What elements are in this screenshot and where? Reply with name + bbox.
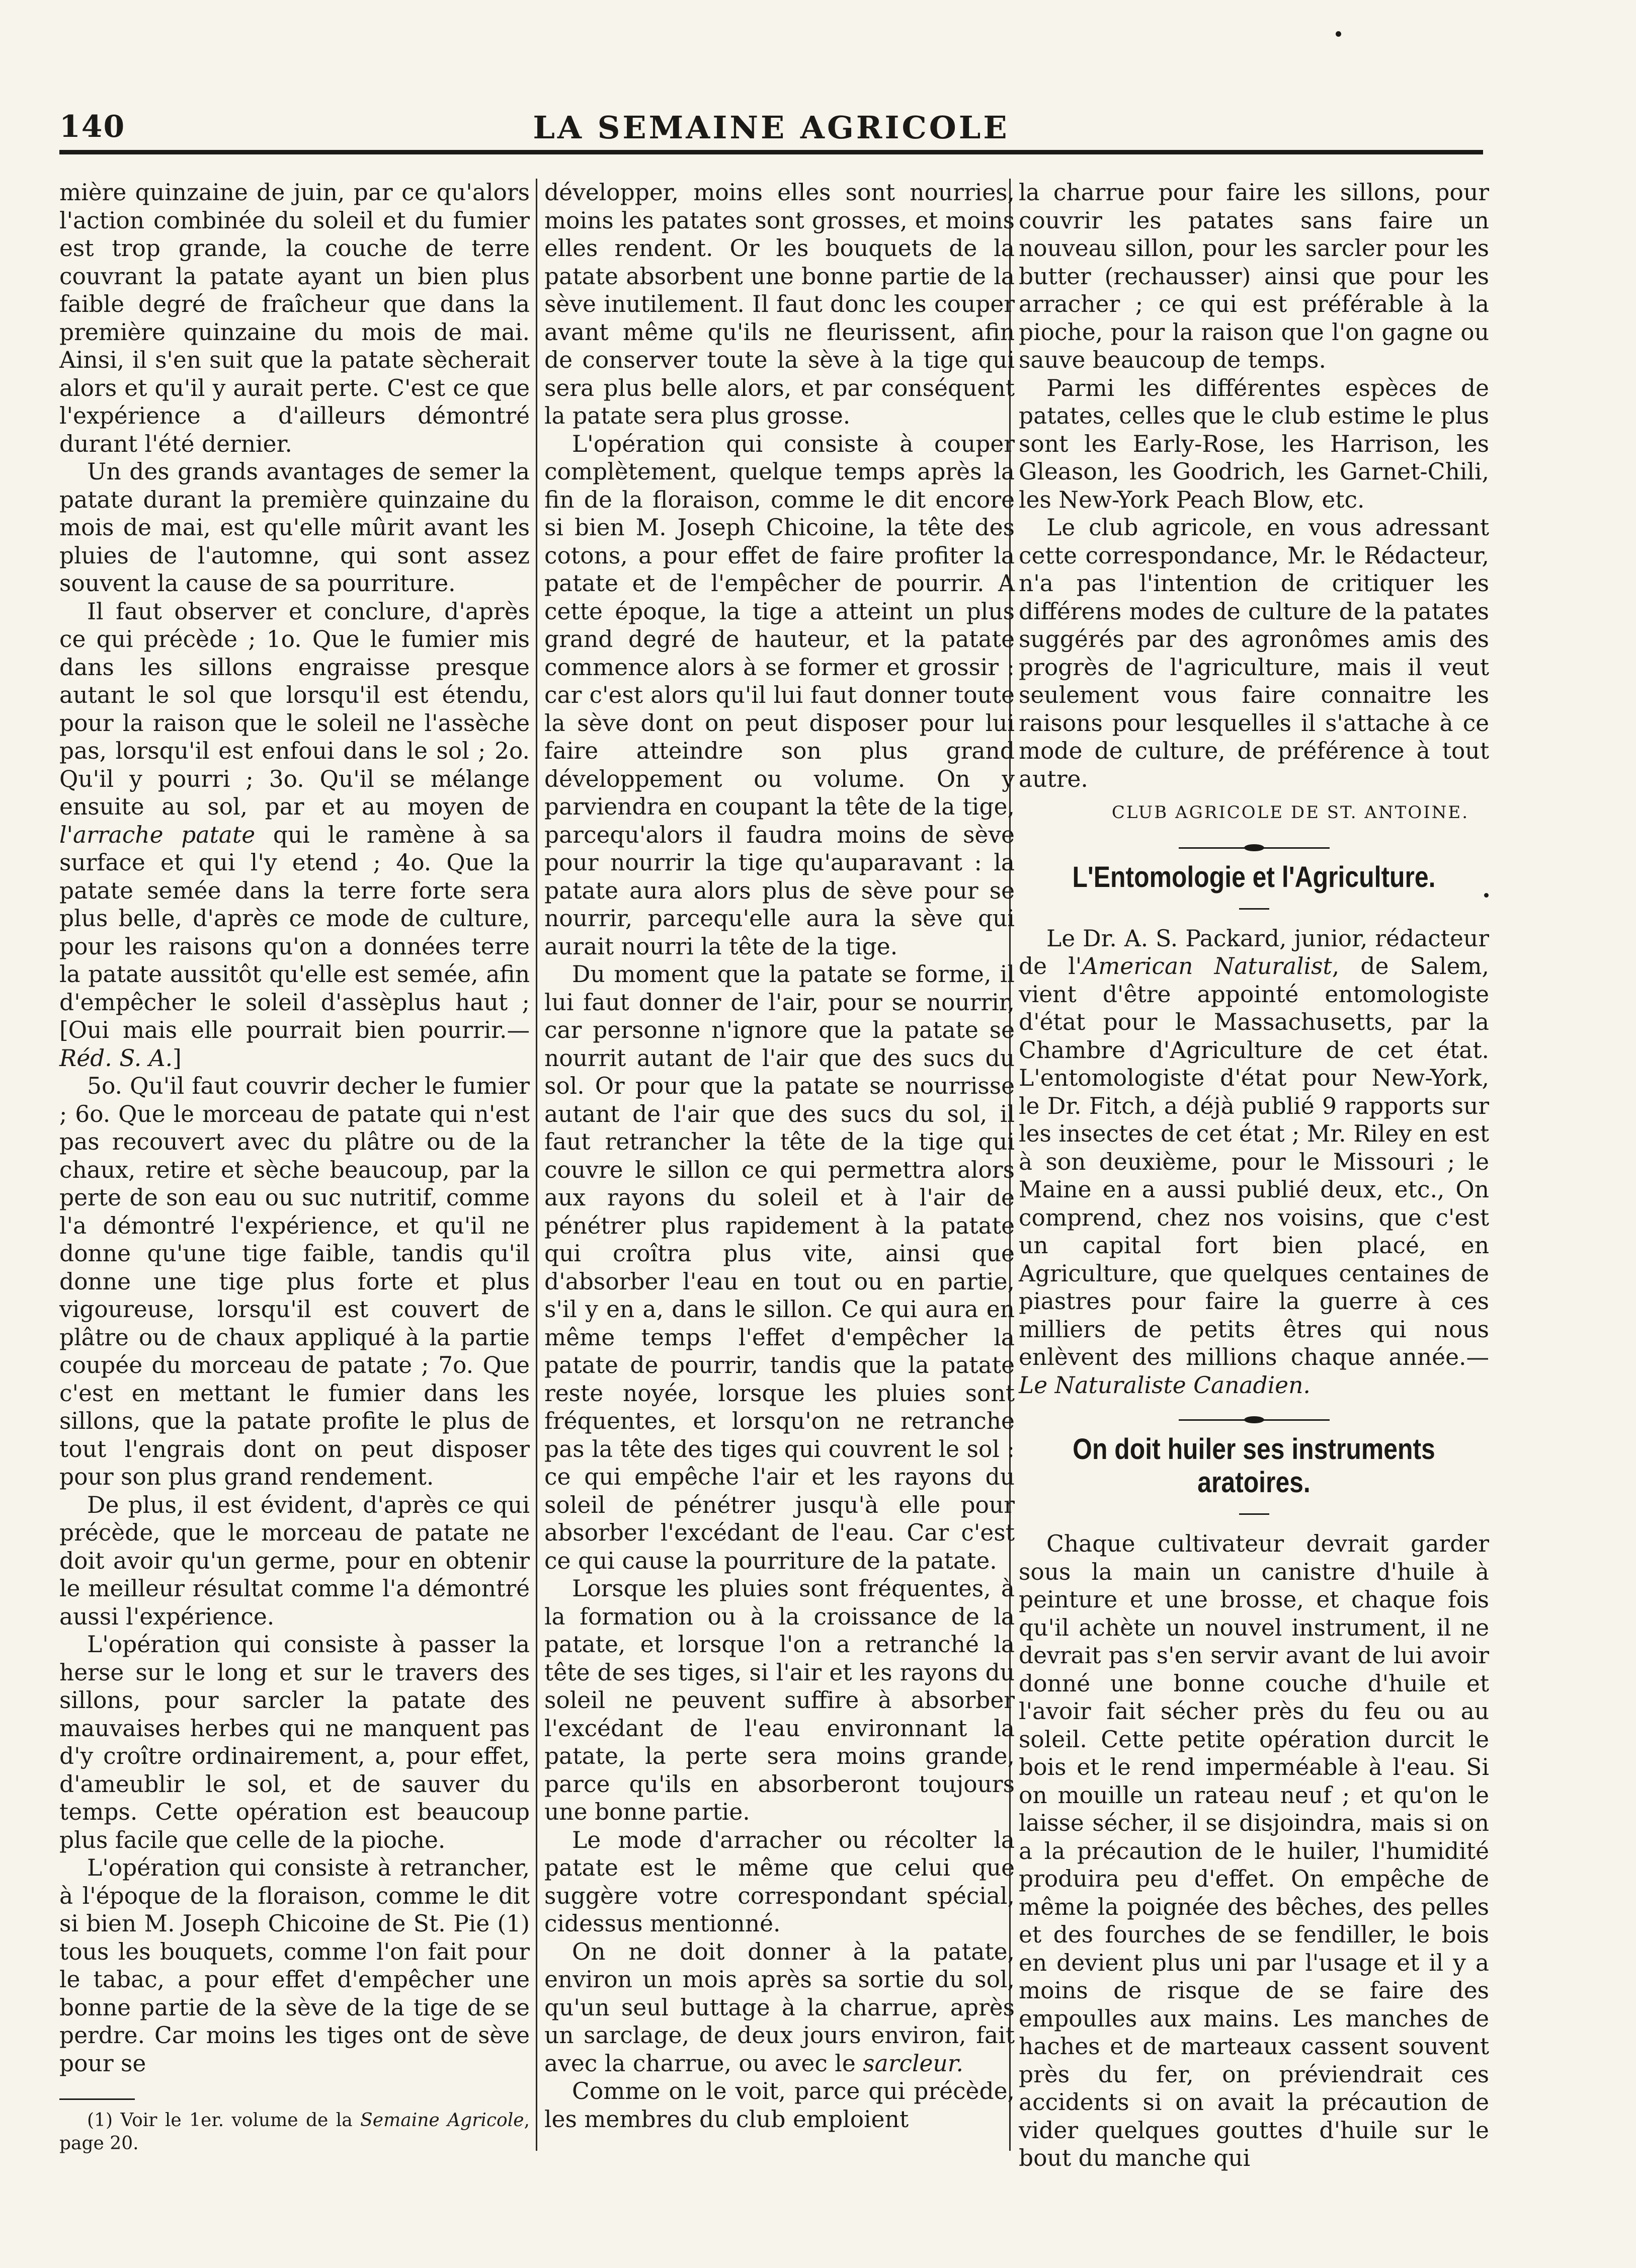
footnote-text: (1) Voir le 1er. volume de la bbox=[87, 2110, 353, 2131]
paragraph: Parmi les différentes espèces de patates, celles que le club estime le plus sont les Early-Rose, les Harrison, les Gleason, les Goodrich, les Garnet-Chili, les New-York Peach Blow, etc. bbox=[1019, 374, 1489, 513]
paragraph bbox=[59, 598, 530, 1073]
page-header bbox=[59, 103, 1483, 153]
paragraph-text: , de Salem, vient d'être appointé entomologiste d'état pour le Massachusetts, par la Chambre d'Agriculture de cet état. L'entomologiste d'état pour New-York, le Dr. Fitch, a déjà publié 9 rapports sur les insectes de cet état ; Mr. Riley en est à son deuxième, pour le Missouri ; le Maine en a aussi publié deux, etc., On comprend, chez nos voisins, que c'est un capital fort bien placé, en Agriculture, que quelques centaines de piastres pour faire la guerre à ces milliers de petits êtres qui nous enlèvent des millions chaque année.— bbox=[1019, 953, 1490, 1370]
italic-term: sarcleur. bbox=[863, 2050, 963, 2077]
paragraph bbox=[1019, 925, 1489, 1400]
paragraph-text: Il faut observer et conclure, d'après ce qui précède ; 1o. Que le fumier mis dans les sillons engraisse presque autant le sol que lorsqu'il est étendu, pour la raison que le soleil ne l'assèche pas, lorsqu'il est enfoui dans le sol ; 2o. Qu'il y pourri ; 3o. Qu'il se mélange ensuite au sol, par et au moyen de bbox=[59, 598, 530, 820]
paragraph: Comme on le voit, parce qui précède, les membres du club emploient bbox=[544, 2078, 1015, 2133]
paragraph: Le mode d'arracher ou récolter la patate est le même que celui que suggère votre correspondant spécial, cidessus mentionné. bbox=[544, 1826, 1015, 1937]
signature: CLUB AGRICOLE DE ST. ANTOINE. bbox=[1111, 802, 1469, 823]
column-divider bbox=[536, 179, 537, 2151]
running-title: LA SEMAINE AGRICOLE bbox=[533, 109, 1010, 146]
page-number: 140 bbox=[59, 109, 126, 144]
source-credit: Le Naturaliste Canadien. bbox=[1019, 1371, 1311, 1399]
paragraph-text: Le Dr. A. S. Packard, junior, rédacteur de l' bbox=[1019, 925, 1489, 980]
footnote-end: , page 20. bbox=[59, 2110, 530, 2154]
ink-speck bbox=[1336, 31, 1341, 37]
footnote bbox=[59, 2109, 530, 2155]
column-3 bbox=[1019, 179, 1489, 2172]
paragraph: 5o. Qu'il faut couvrir decher le fumier ; 6o. Que le morceau de patate qui n'est pas recouvert avec du plâtre ou de la chaux, retire et sèche beaucoup, par la perte de son eau ou suc nutritif, comme l'a démontré l'expérience, et qu'il ne donne qu'une tige faible, tandis qu'il donne une tige plus forte et plus vigoureuse, lorsqu'il est couvert de plâtre ou de chaux appliqué à la partie coupée du morceau de patate ; 7o. Que c'est en mettant le fumier dans les sillons, que la patate profite le plus de tout l'engrais dont on peut disposer pour son plus grand rendement. bbox=[59, 1073, 530, 1490]
article-heading: L'Entomologie et l'Agriculture. bbox=[1072, 860, 1436, 894]
heading-dash bbox=[1239, 1513, 1269, 1515]
paragraph: la charrue pour faire les sillons, pour couvrir les patates sans faire un nouveau sillon, pour les sarcler pour les butter (rechausser) ainsi que pour les arracher ; ce qui est préférable à la pioche, pour la raison que l'on gagne ou sauve beaucoup de temps. bbox=[1019, 179, 1489, 373]
column-2 bbox=[544, 179, 1015, 2133]
paragraph: Du moment que la patate se forme, il lui faut donner de l'air, pour se nourrir, car personne n'ignore que la patate se nourrit autant de l'air que des sucs du sol. Or pour que la patate se nourrisse autant de l'air que des sucs du sol, il faut retrancher la tête de la tige qui couvre le sillon ce qui permettra alors aux rayons du soleil et à l'air de pénétrer plus rapidement à la patate qui croîtra plus vite, ainsi que d'absorber l'eau en tout ou en partie, s'il y en a, dans le sillon. Ce qui aura en même temps l'effet d'empêcher la patate de pourrir, tandis que la patate reste noyée, lorsque les pluies sont fréquentes, et lorsqu'on ne retranche pas la tête des tiges qui couvrent le sol : ce qui empêche l'air et les rayons du soleil de pénétrer jusqu'à elle pour absorber l'excédant de l'eau. Car c'est ce qui cause la pourriture de la patate. bbox=[544, 961, 1015, 1574]
paragraph bbox=[544, 1938, 1015, 2078]
heading-dash bbox=[1239, 908, 1269, 910]
bracket: ] bbox=[173, 1044, 182, 1072]
paragraph-text: qui le ramène à sa surface et qui l'y etend ; 4o. Que la patate semée dans la terre forte sera plus belle, d'après ce mode de culture, pour les raisons qu'on a données terre la patate aussitôt qu'elle est semée, afin d'empêcher le soleil d'assèplus haut ; [Oui mais elle pourrait bien pourrir.— bbox=[59, 821, 530, 1043]
paragraph: Un des grands avantages de semer la patate durant la première quinzaine du mois de mai, est qu'elle mûrit avant les pluies de l'automne, qui sont assez souvent la cause de sa pourriture. bbox=[59, 458, 530, 597]
paragraph: L'opération qui consiste à couper complètement, quelque temps après la fin de la floraison, comme le dit encore si bien M. Joseph Chicoine, la tête des cotons, a pour effet de faire profiter la patate et de l'empêcher de pourrir. A cette époque, la tige a atteint un plus grand degré de hauteur, et la patate commence alors à se former et grossir : car c'est alors qu'il lui faut donner toute la sève dont on peut disposer pour lui faire atteindre son plus grand développement ou volume. On y parviendra en coupant la tête de la tige, parcequ'alors il faudra moins de sève pour nourrir la tige qu'auparavant : la patate aura alors plus de sève pour se nourrir, parcequ'elle aura la sève qui aurait nourri la tête de la tige. bbox=[544, 430, 1015, 960]
header-rule bbox=[59, 150, 1483, 154]
paragraph: Le club agricole, en vous adressant cette correspondance, Mr. le Rédacteur, n'a pas l'intention de critiquer les différens modes de culture de la patates suggérés par des agronômes amis des progrès de l'agriculture, mais il veut seulement vous faire connaitre les raisons pour lesquelles il s'attache à ce mode de culture, de préférence à tout autre. bbox=[1019, 514, 1489, 792]
paragraph: L'opération qui consiste à passer la herse sur le long et sur le travers des sillons, pour sarcler la patate des mauvaises herbes qui ne manquent pas d'y croître ordinairement, a, pour effet, d'ameublir le sol, et de sauver du temps. Cette opération est beaucoup plus facile que celle de la pioche. bbox=[59, 1631, 530, 1853]
section-divider bbox=[1179, 1419, 1330, 1421]
paragraph: mière quinzaine de juin, par ce qu'alors l'action combinée du soleil et du fumier est trop grande, la couche de terre couvrant la patate ayant un bien plus faible degré de fraîcheur que dans la première quinzaine du mois de mai. Ainsi, il s'en suit que la patate sècherait alors et qu'il y aurait perte. C'est ce que l'expérience a d'ailleurs démontré durant l'été dernier. bbox=[59, 179, 530, 457]
paragraph: Chaque cultivateur devrait garder sous la main un canistre d'huile à peinture et une brosse, et chaque fois qu'il achète un nouvel instrument, il ne devrait pas s'en servir avant de lui avoir donné une bonne couche d'huile et l'avoir fait sécher près du feu ou au soleil. Cette petite opération durcit le bois et le rend imperméable à l'eau. Si on mouille un rateau neuf ; et qu'on le laisse sécher, il se disjoindra, mais si on a la précaution de le huiler, l'humidité produira peu d'effet. On empêche de même la poignée des bêches, des pelles et des fourches de se fendiller, le bois en devient plus uni par l'usage et il y a moins de risque de se faire des empoulles aux mains. Les manches de haches et de marteaux cassent souvent près du fer, on préviendrait ces accidents si on avait la précaution de vider quelques gouttes d'huile sur le bout du manche qui bbox=[1019, 1530, 1489, 2171]
paragraph: De plus, il est évident, d'après ce qui précède, que le morceau de patate ne doit avoir qu'un germe, pour en obtenir le meilleur résultat comme l'a démontré aussi l'expérience. bbox=[59, 1491, 530, 1630]
footnote-italic: Semaine Agricole bbox=[360, 2110, 524, 2131]
editor-note: Réd. S. A. bbox=[59, 1044, 173, 1072]
paragraph: Lorsque les pluies sont fréquentes, à la formation ou à la croissance de la patate, et lorsque l'on a retranché la tête de ses tiges, si l'air et les rayons du soleil ne peuvent suffire à absorber l'excédant de l'eau environnant la patate, la perte sera moins grande, parce qu'ils en absorberont toujours une bonne partie. bbox=[544, 1575, 1015, 1825]
section-divider bbox=[1179, 847, 1330, 849]
paragraph-text: On ne doit donner à la patate, environ un mois après sa sortie du sol, qu'un seul buttage à la charrue, après un sarclage, de deux jours environ, fait avec la charrue, ou avec le bbox=[544, 1938, 1015, 2077]
article-heading: On doit huiler ses instruments aratoires. bbox=[1073, 1433, 1435, 1499]
paragraph: développer, moins elles sont nourries, moins les patates sont grosses, et moins elles rendent. Or les bouquets de la patate absorbent une bonne partie de la sève inutilement. Il faut donc les couper avant même qu'ils ne fleurissent, afin de conserver toute la sève à la tige qui sera plus belle alors, et par conséquent la patate sera plus grosse. bbox=[544, 179, 1015, 429]
italic-term: American Naturalist bbox=[1082, 953, 1332, 980]
italic-term: l'arrache patate bbox=[59, 821, 256, 848]
paragraph: L'opération qui consiste à retrancher, à l'époque de la floraison, comme le dit si bien M. Joseph Chicoine de St. Pie (1) tous les bouquets, comme l'on fait pour le tabac, a pour effet d'empêcher une bonne partie de la sève de la tige de se perdre. Car moins les tiges ont de sève pour se bbox=[59, 1854, 530, 2077]
footnote-rule bbox=[59, 2098, 135, 2100]
column-1 bbox=[59, 179, 530, 2155]
